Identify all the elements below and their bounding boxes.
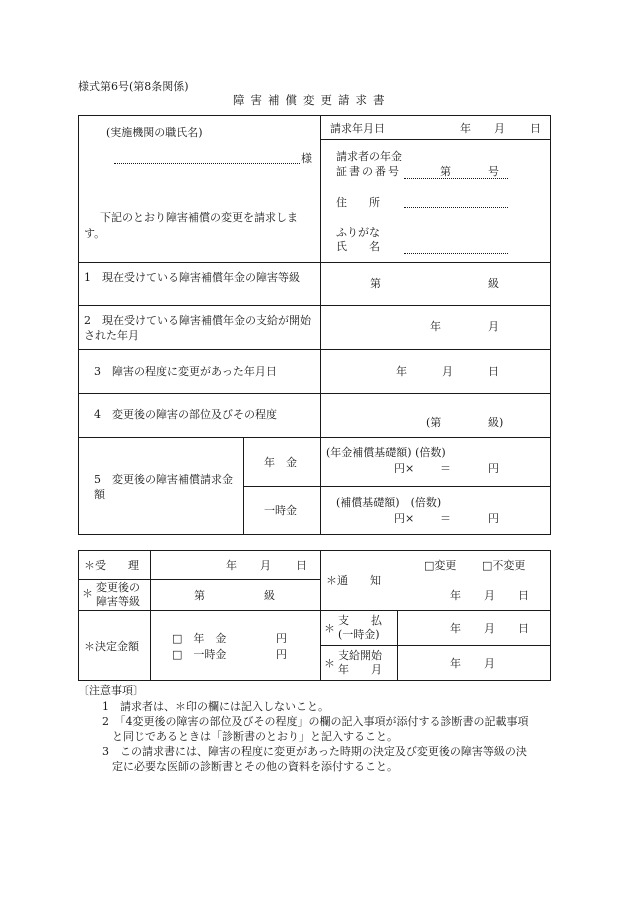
- note-3-line1: 3 この請求書には、障害の程度に変更があった時期の決定及び変更後の障害等級の決: [102, 745, 527, 758]
- note-2-line2: と同じであるときは「診断書のとおり」と記入すること。: [112, 730, 398, 743]
- item5-ichijikin-label: 一時金: [264, 504, 297, 517]
- uketsuke-year: 年: [226, 559, 237, 572]
- uketsuke-label: ＊受 理: [84, 559, 139, 572]
- item5-label: 5 変更後の障害補償請求金額: [94, 473, 233, 502]
- ichijikin-equals: ＝: [440, 512, 451, 525]
- henkougo-asterisk: ＊: [82, 587, 93, 600]
- kettei-ichijikin-checkbox[interactable]: □ 一時金: [172, 648, 227, 661]
- kettei-nenkin-checkbox[interactable]: □ 年 金: [172, 632, 227, 645]
- item3-day: 日: [488, 365, 499, 378]
- sama-label: 様: [301, 152, 312, 165]
- item1-label: 1 現在受けている障害補償年金の障害等級: [84, 271, 300, 284]
- address-field[interactable]: [404, 207, 508, 208]
- shiharai-day: 日: [518, 622, 529, 635]
- item5-nenkin-label: 年 金: [264, 456, 297, 469]
- furigana-label: ふりがな: [336, 226, 380, 239]
- item3-label: 3 障害の程度に変更があった年月日: [94, 365, 277, 378]
- item1-dai: 第: [370, 277, 381, 290]
- form-title: 障害補償変更請求書: [233, 93, 391, 107]
- address-label: 住 所: [336, 196, 380, 209]
- office-use-table: [78, 550, 551, 681]
- ichijikin-yen: 円: [488, 512, 499, 525]
- tsuchi-month: 月: [484, 589, 495, 602]
- note-1: 1 請求者は、＊印の欄には記入しないこと。: [102, 700, 329, 713]
- tsuchi-day: 日: [518, 589, 529, 602]
- shikyu-label-1: 支給開始: [338, 649, 382, 662]
- agency-name-field[interactable]: [114, 163, 300, 164]
- cert-dai: 第: [440, 165, 451, 178]
- shiharai-asterisk: ＊: [324, 622, 335, 635]
- tsuchi-label: ＊通 知: [326, 574, 381, 587]
- name-label: 氏 名: [336, 240, 380, 253]
- form-number: 様式第6号(第8条関係): [78, 80, 189, 93]
- agency-label: (実施機関の職氏名): [106, 126, 203, 139]
- item2-label: 2 現在受けている障害補償年金の支給が開始された年月: [84, 314, 311, 343]
- note-3-line2: 定に必要な医師の診断書とその他の資料を添付すること。: [112, 760, 398, 773]
- fuhenkou-checkbox[interactable]: □不変更: [482, 559, 526, 572]
- uketsuke-month: 月: [260, 559, 271, 572]
- notes-heading: 〔注意事項〕: [78, 684, 144, 697]
- item4-grade-open: (第: [426, 416, 442, 429]
- henkougo-kyu: 級: [264, 589, 275, 602]
- nenkin-equals: ＝: [440, 462, 451, 475]
- cert-label-line2: 証書の番号: [336, 165, 401, 178]
- nenkin-yen-times: 円×: [394, 462, 415, 475]
- kettei-label: ＊決定金額: [84, 640, 139, 653]
- item3-month: 月: [442, 365, 453, 378]
- shiharai-year: 年: [450, 622, 461, 635]
- name-field[interactable]: [404, 253, 508, 254]
- henkou-checkbox[interactable]: □変更: [424, 559, 457, 572]
- shiharai-label-1: 支 払: [338, 614, 382, 627]
- shikyu-label-2: 年 月: [338, 663, 382, 676]
- item4-label: 4 変更後の障害の部位及びその程度: [94, 408, 277, 421]
- ichijikin-formula-header: (補償基礎額) (倍数): [336, 496, 442, 509]
- henkougo-dai: 第: [194, 589, 205, 602]
- uketsuke-day: 日: [296, 559, 307, 572]
- henkougo-label-1: 変更後の: [96, 581, 140, 594]
- request-date-label: 請求年月日: [330, 122, 385, 135]
- kettei-nenkin-yen: 円: [276, 632, 287, 645]
- ichijikin-yen-times: 円×: [394, 512, 415, 525]
- shiharai-label-2: (一時金): [338, 628, 380, 641]
- henkougo-label-2: 障害等級: [96, 595, 140, 608]
- item2-year: 年: [430, 320, 441, 333]
- nenkin-yen: 円: [488, 462, 499, 475]
- shikyu-year: 年: [450, 657, 461, 670]
- shikyu-asterisk: ＊: [324, 657, 335, 670]
- kettei-ichijikin-yen: 円: [276, 648, 287, 661]
- shiharai-month: 月: [484, 622, 495, 635]
- note-2-line1: 2 「4変更後の障害の部位及びその程度」の欄の記入事項が添付する診断書の記載事項: [102, 715, 529, 728]
- item3-year: 年: [396, 365, 407, 378]
- request-statement: 下記のとおり障害補償の変更を請求します。: [84, 211, 298, 240]
- request-date-day[interactable]: 日: [530, 122, 541, 135]
- cert-label-line1: 請求者の年金: [336, 150, 402, 163]
- shikyu-month: 月: [484, 657, 495, 670]
- tsuchi-year: 年: [450, 589, 461, 602]
- item1-kyu: 級: [488, 277, 499, 290]
- nenkin-formula-header: (年金補償基礎額) (倍数): [326, 446, 446, 459]
- cert-go: 号: [488, 165, 499, 178]
- request-date-month[interactable]: 月: [494, 122, 505, 135]
- cert-number-field[interactable]: [404, 178, 508, 179]
- item2-month: 月: [488, 320, 499, 333]
- request-date-year[interactable]: 年: [460, 122, 471, 135]
- item4-grade-close: 級): [488, 416, 504, 429]
